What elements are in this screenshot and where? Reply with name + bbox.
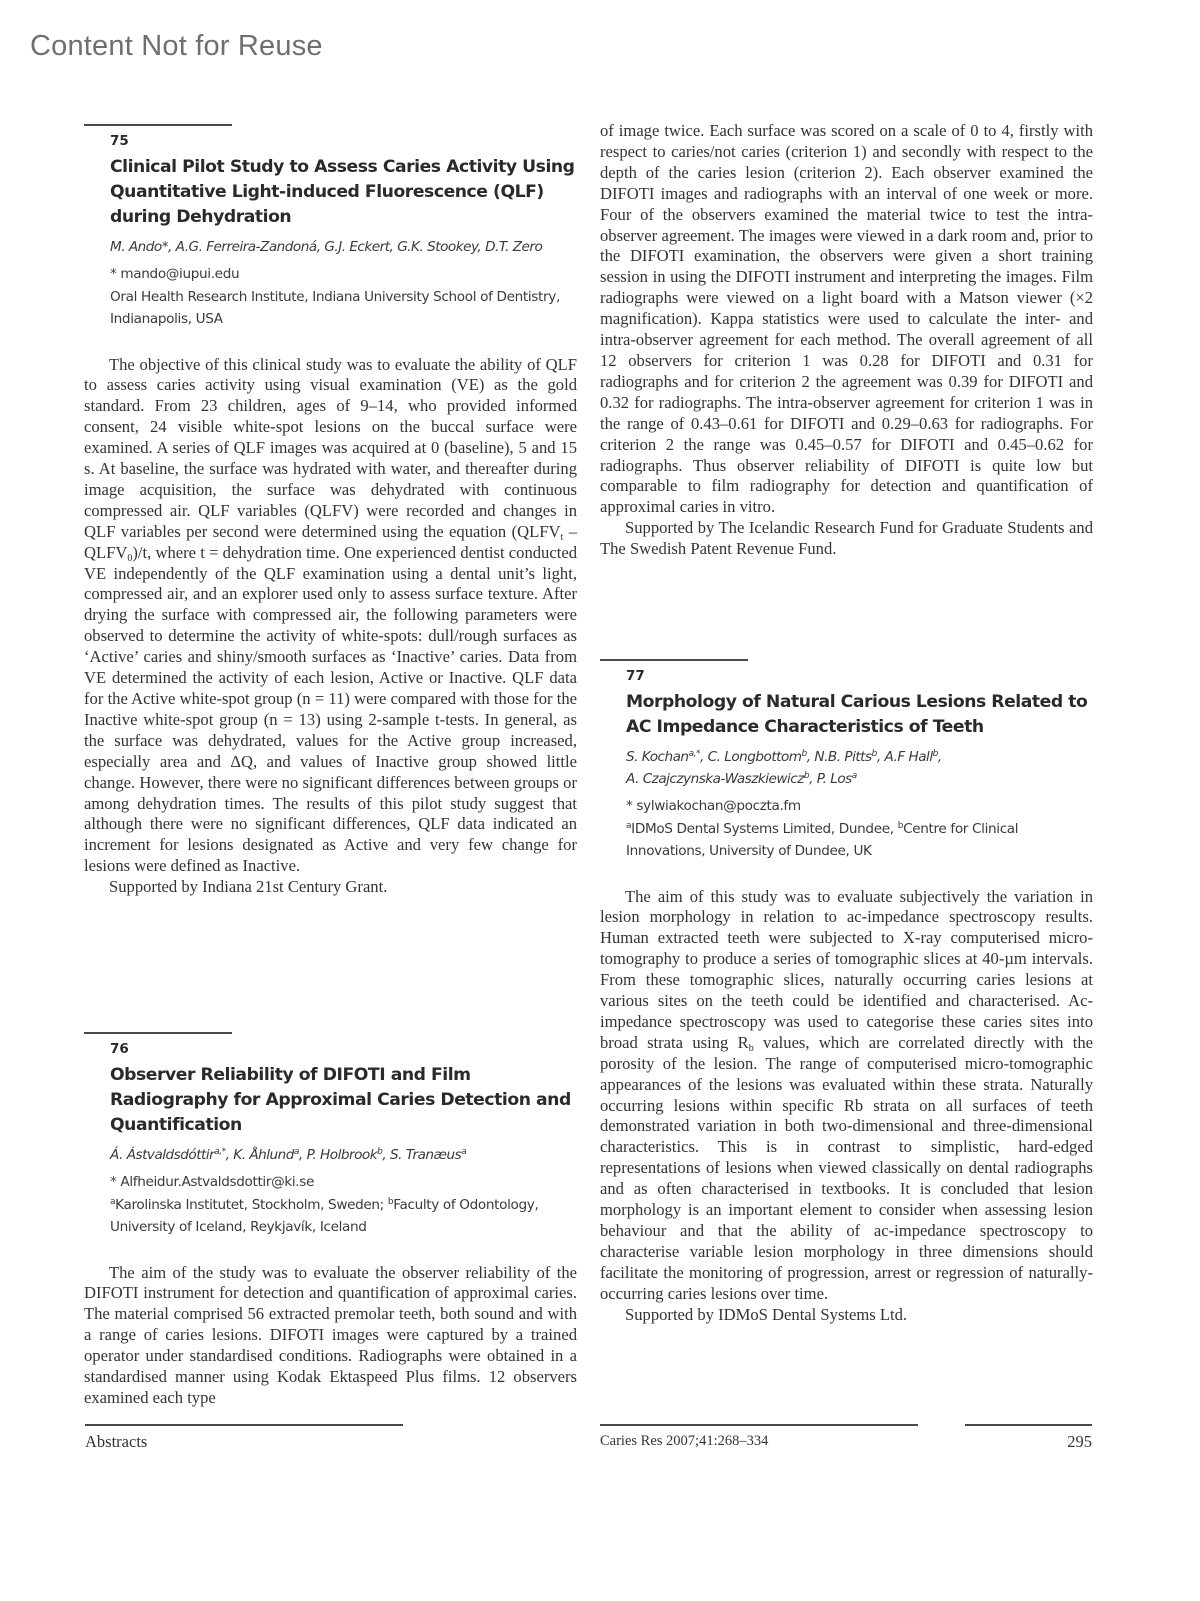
footer-rule-right xyxy=(965,1424,1092,1426)
footer-section: Abstracts xyxy=(85,1432,148,1451)
affiliation-text: Centre for Clinical Innovations, University of Dundee, UK xyxy=(626,820,1019,859)
author-superscript: b xyxy=(932,749,938,759)
abstract-title: Morphology of Natural Carious Lesions Related to AC Impedance Characteristics of Teeth xyxy=(626,692,1088,737)
author-name: N.B. Pitts xyxy=(814,749,872,765)
author-superscript: b xyxy=(801,749,807,759)
abstract-title: Observer Reliability of DIFOTI and Film Radiography for Approximal Caries Detection and Quantification xyxy=(110,1065,571,1135)
abstract-title: Clinical Pilot Study to Assess Caries Activity Using Quantitative Light-induced Fluorescence (QLF) during Dehydration xyxy=(110,157,575,227)
author-name: P. Los xyxy=(816,771,852,787)
author-superscript: a,* xyxy=(214,1147,226,1157)
body-text: The objective of this clinical study was to evaluate the ability of QLF to assess caries activity using visual examination (VE) as the gold standard. From 23 children, ages of 9–14, who provided informed consent, 24 visible white-spot lesions on the buccal surface were examined. A series of QLF images was acquired at 0 (baseline), 5 and 15 s. At baseline, the surface was hydrated with water, and thereafter during image acquisition, the surface was dehydrated with continuous compressed air. QLF variables (QLFV) were recorded and changes in QLF variables per second were determined using the equation (QLFV xyxy=(84,354,577,541)
author-superscript: b xyxy=(871,749,877,759)
footer-rule-middle xyxy=(600,1424,918,1426)
author-superscript: a xyxy=(461,1147,467,1157)
corresponding-email: * sylwiakochan@poczta.fm xyxy=(626,798,801,814)
abstract-authors: S. Kochan$^{a,*}$, C. Longbottom$^b$, N.B. Pitts$^b$, A.F Hall$^b$, A. Czajczynska-Waszkiewicz$^b$, P. Los$^a$ xyxy=(626,749,942,787)
abstract-authors: Á. Ástvaldsdóttir$^{a,*}$, K. Åhlund$^a$, P. Holbrook$^b$, S. Tranæus$^a$ xyxy=(110,1147,467,1163)
body-text: The aim of this study was to evaluate subjectively the variation in lesion morphology in relation to ac-impedance spectroscopy results. Human extracted teeth were subjected to X-ray computerised micro-tomography to produce a series of tomographic slices at 40-µm intervals. From these tomographic slices, naturally occurring caries lesions at various sites on the teeth could be identified and characterised. Ac-impedance spectroscopy was used to categorise these caries sites into broad strata using R xyxy=(600,886,1093,1052)
author-superscript: a,* xyxy=(688,749,700,759)
body-text: values, which are correlated directly with the porosity of the lesion. The range of computerised micro-tomographic appearances of the lesions was evaluated within these strata. Naturally occurring lesions within specific Rb strata on all surfaces of teeth demonstrated variation in both two-dimensional and three-dimensional characteristics. This is in contrast to simplistic, hard-edged representations of lesions when viewed classically on dental radiographs and as often characterised in textbooks. It is concluded that lesion morphology is an important element to consider when assessing lesion behaviour and that the ability of ac-impedance spectroscopy to characterise variable lesion morphology in three dimensions should facilitate the monitoring of progression, arrest or regression of naturally-occurring caries lesions over time. xyxy=(600,1032,1093,1303)
author-name: A.F Hall xyxy=(884,749,933,765)
abstract-75 xyxy=(84,124,577,898)
subscript: b xyxy=(748,1042,754,1054)
affiliation-superscript: a xyxy=(626,820,632,831)
page-number: 295 xyxy=(1067,1432,1092,1451)
author-name: Á. Ástvaldsdóttir xyxy=(110,1147,215,1163)
section-rule xyxy=(84,124,232,126)
body-text: – QLFV xyxy=(84,521,577,562)
affiliation xyxy=(110,1194,577,1239)
author-name: S. Kochan xyxy=(626,749,689,765)
author-name: C. Longbottom xyxy=(707,749,802,765)
corresponding-email: * Alfheidur.Astvaldsdottir@ki.se xyxy=(110,1174,314,1190)
author-superscript: a xyxy=(293,1147,299,1157)
footer-citation: Caries Res 2007;41:268–334 xyxy=(600,1433,769,1449)
section-rule xyxy=(84,1032,232,1034)
affiliation-superscript: a xyxy=(110,1196,116,1207)
author-superscript: a xyxy=(851,771,857,781)
abstract-77 xyxy=(600,659,1093,1326)
body-text: )/t, where t = dehydration time. One experienced dentist conducted VE independently of the QLF examination using a dental unit’s light, compressed air, and an explorer used only to assess surface texture. After drying the surface with compressed air, the following parameters were observed to determine the activity of white-spots: dull/rough surfaces as ‘Active’ caries and shiny/smooth surfaces as ‘Inactive’ caries. Data from VE determined the activity of each lesion, Active or Inactive. QLF data for the Active white-spot group (n = 11) were compared with those for the Inactive white-spot group (n = 13) using 2-sample t-tests. In general, as the surface was dehydrated, values for the Active group increased, especially area and ΔQ, and values of Inactive group showed little change. However, there were no significant differences between groups or among dehydration times. The results of this pilot study suggest that although there were no significant differences, QLF data indicated an increment for lesions designated as Active and very few change for lesions were defined as Inactive. xyxy=(84,542,577,876)
body-text: of image twice. Each surface was scored on a scale of 0 to 4, firstly with respect to caries/not caries (criterion 1) and secondly with respect to the depth of the caries lesion (criterion 2). Each observer examined the DIFOTI images and radiographs with an interval of one week or more. Four of the observers examined the material twice to test the intra-observer agreement. The images were viewed in a dark room and, prior to the DIFOTI examination, the observers were given a short training session in using the DIFOTI instrument and interpreting the images. Film radiographs were viewed on a light board with a Matson viewer (×2 magnification). Kappa statistics were used to calculate the inter- and intra-observer agreement for each method. The overall agreement of all 12 observers for criterion 1 was 0.28 for DIFOTI and 0.31 for radiographs and for criterion 2 the agreement was 0.39 for DIFOTI and 0.32 for radiographs. The intra-observer agreement for criterion 1 was in the range of 0.43–0.61 for DIFOTI and 0.29–0.63 for radiographs. For criterion 2 the range was 0.45–0.57 for DIFOTI and 0.45–0.62 for radiographs. Thus observer reliability of DIFOTI is quite low but comparable to film radiography for detection and quantification of approximal caries in vitro. xyxy=(600,121,1093,517)
affiliation: Oral Health Research Institute, Indiana University School of Dentistry, Indianapolis, USA xyxy=(110,288,560,327)
section-rule xyxy=(600,659,748,661)
support-note: Supported by Indiana 21st Century Grant. xyxy=(109,877,388,897)
abstract-number: 75 xyxy=(110,133,129,149)
author-name: S. Tranæus xyxy=(389,1147,462,1163)
author-superscript: b xyxy=(803,771,810,781)
abstract-authors: M. Ando*, A.G. Ferreira-Zandoná, G.J. Eckert, G.K. Stookey, D.T. Zero xyxy=(110,239,543,255)
abstract-number: 76 xyxy=(110,1041,129,1057)
abstract-body xyxy=(84,1263,577,1409)
affiliation-text: Karolinska Institutet, Stockholm, Sweden; xyxy=(115,1196,388,1213)
author-name: K. Åhlund xyxy=(233,1147,294,1163)
abstract-body xyxy=(600,887,1093,1326)
author-name: P. Holbrook xyxy=(306,1147,378,1163)
subscript: t xyxy=(560,531,564,543)
author-superscript: b xyxy=(377,1147,383,1157)
corresponding-email: * mando@iupui.edu xyxy=(110,266,240,282)
body-text: The aim of the study was to evaluate the observer reliability of the DIFOTI instrument for detection and quantification of approximal caries. The material comprised 56 extracted premolar teeth, both sound and with a range of caries lesions. DIFOTI images were captured by a trained operator under standardised conditions. Radiographs were obtained in a standardised manner using Kodak Ektaspeed Plus films. 12 observers examined each type xyxy=(84,1262,577,1407)
subscript: 0 xyxy=(127,552,133,564)
author-name: A. Czajczynska-Waszkiewicz xyxy=(626,771,804,787)
support-note: Supported by IDMoS Dental Systems Ltd. xyxy=(625,1304,908,1324)
support-note: Supported by The Icelandic Research Fund for Graduate Students and The Swedish Patent Revenue Fund. xyxy=(600,518,1093,559)
abstract-76 xyxy=(84,1032,577,1409)
affiliation-text: Faculty of Odontology, University of Iceland, Reykjavík, Iceland xyxy=(110,1196,539,1235)
affiliation xyxy=(626,818,1093,863)
abstract-body xyxy=(600,121,1093,560)
affiliation-superscript: b xyxy=(897,820,904,831)
abstract-number: 77 xyxy=(626,668,645,684)
abstract-76-continued xyxy=(600,121,1093,560)
watermark: Content Not for Reuse xyxy=(30,30,323,62)
affiliation-text: IDMoS Dental Systems Limited, Dundee, xyxy=(631,820,898,837)
affiliation-superscript: b xyxy=(387,1196,394,1207)
footer-rule-left xyxy=(85,1424,403,1426)
abstract-body xyxy=(84,355,577,899)
